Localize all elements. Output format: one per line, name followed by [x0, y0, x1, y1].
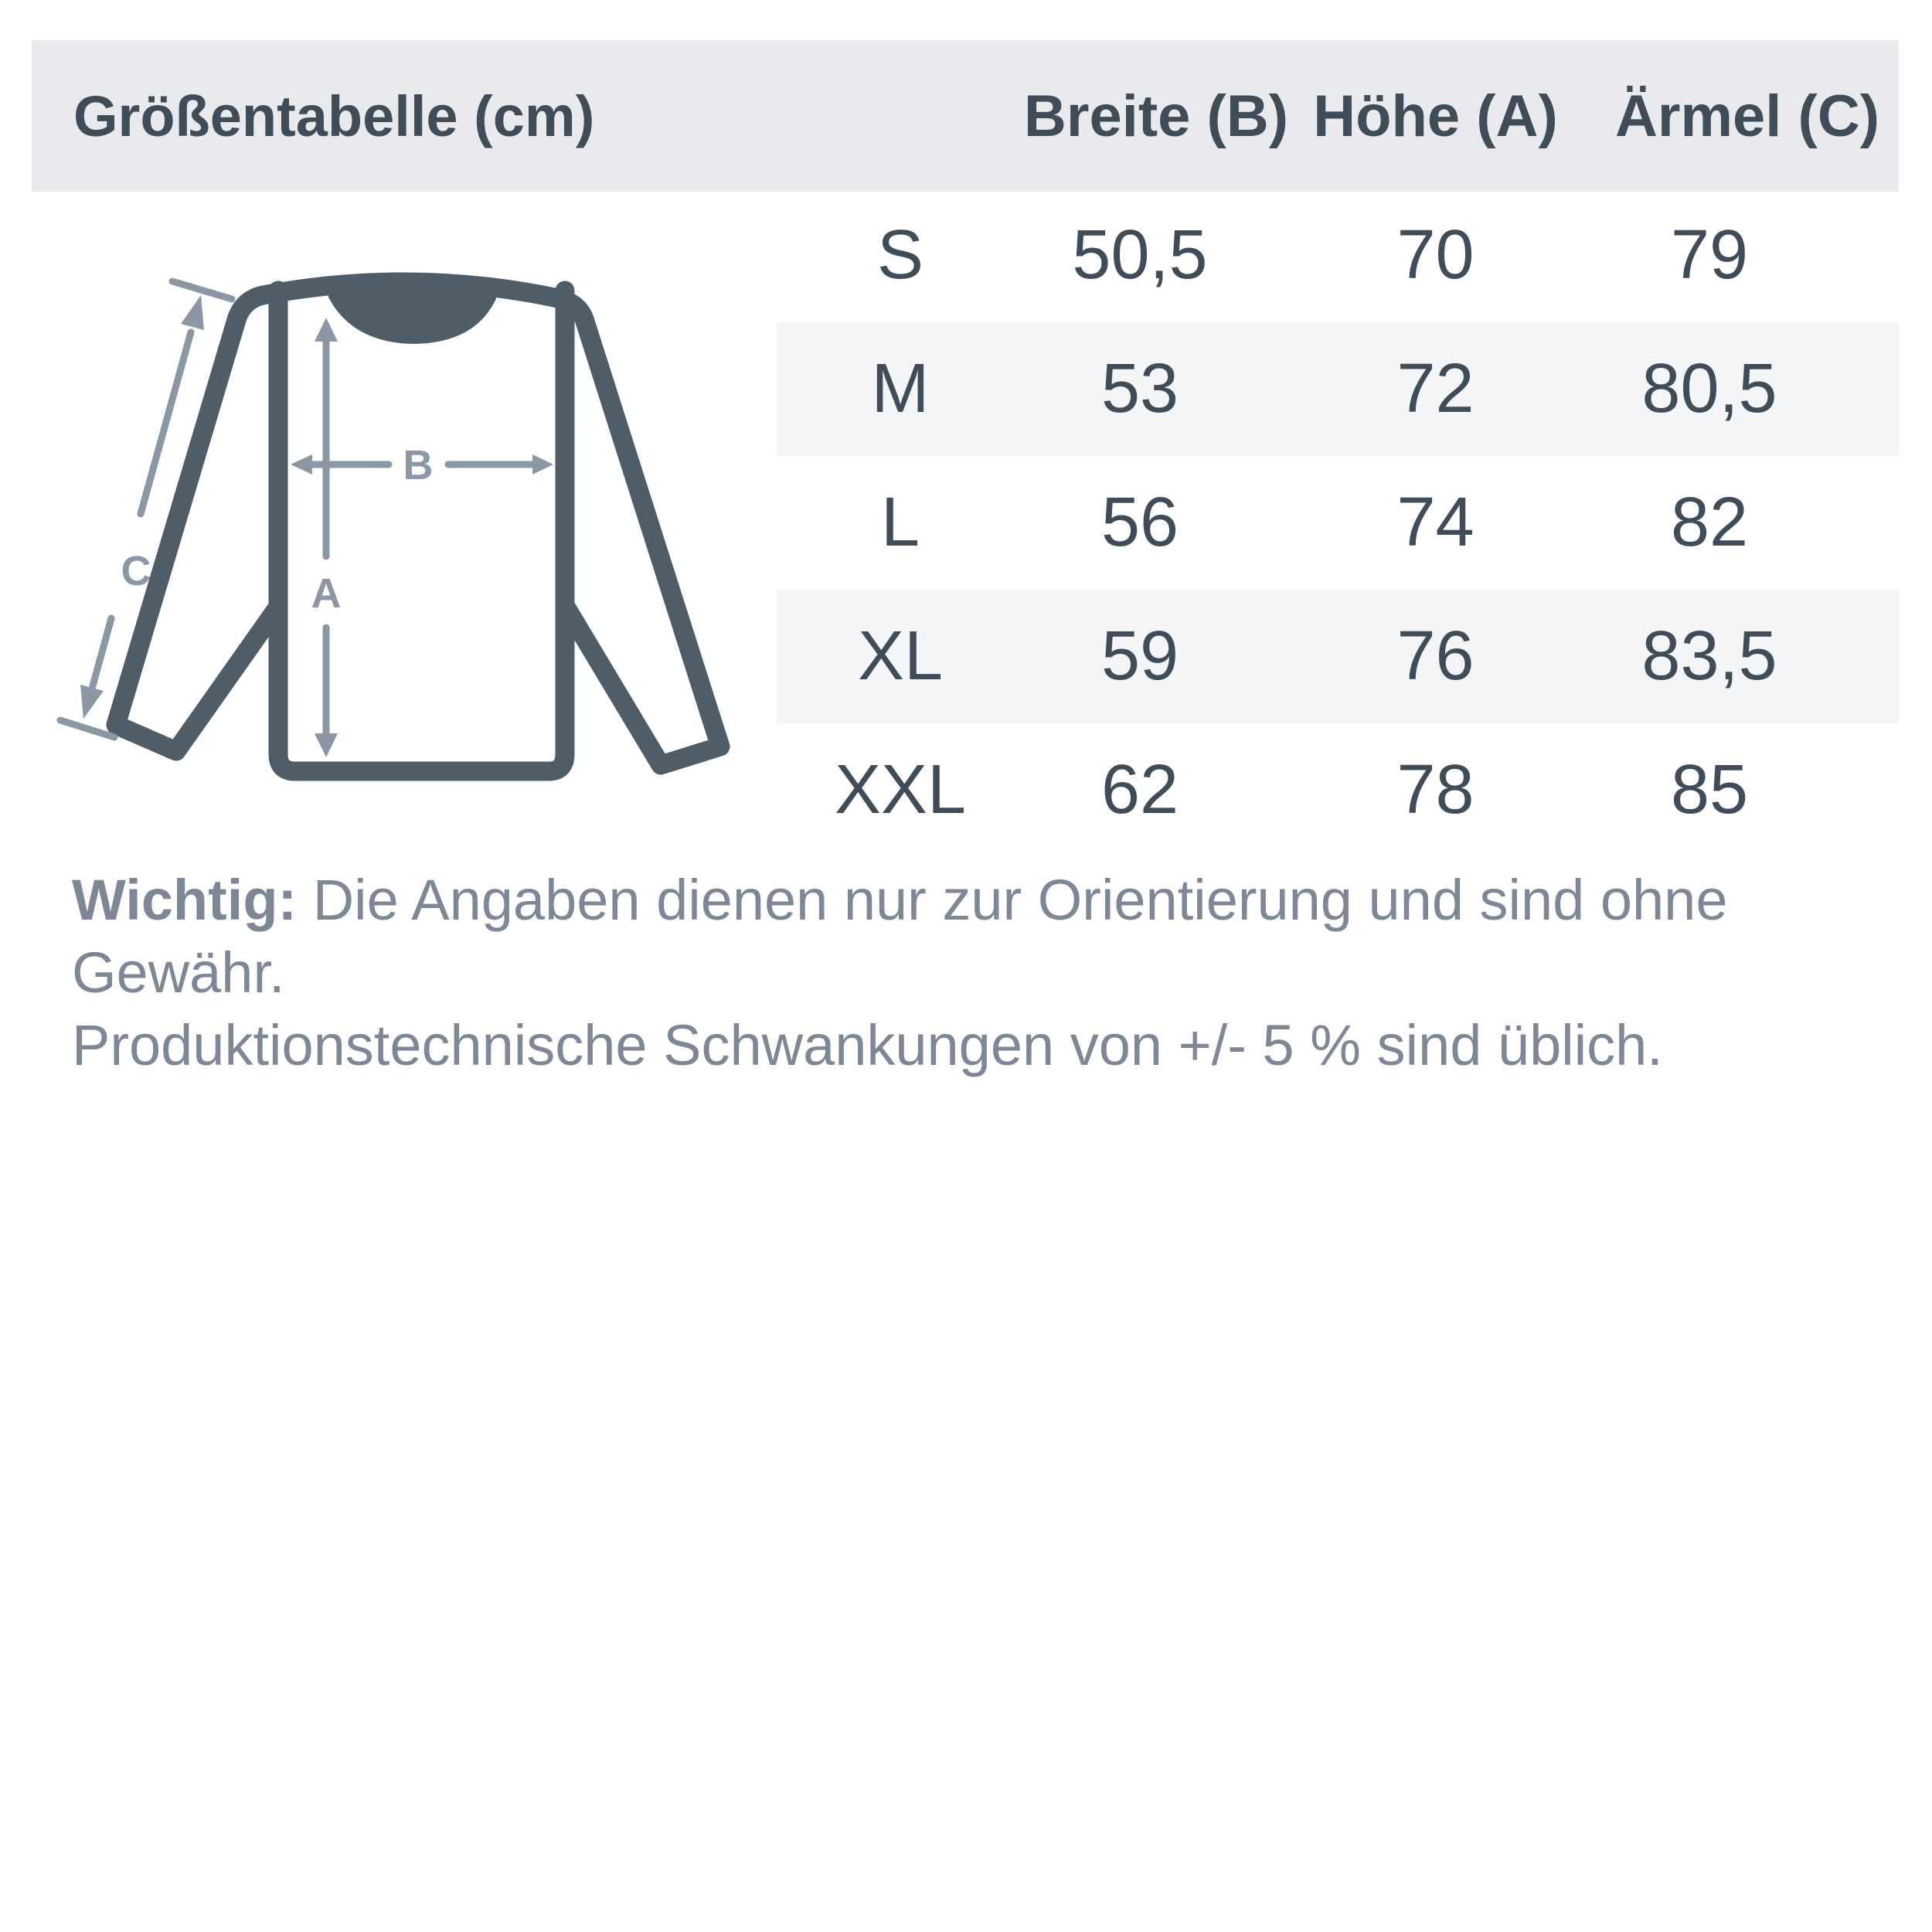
breite-cell: 56 — [1100, 484, 1179, 561]
aermel-cell: 80,5 — [1641, 350, 1777, 427]
aermel-cell: 79 — [1670, 216, 1749, 294]
arrowhead-c-bottom — [80, 685, 104, 719]
aermel-cell: 82 — [1670, 484, 1749, 561]
size-cell: XXL — [834, 751, 967, 828]
breite-cell: 50,5 — [1072, 216, 1208, 294]
disclaimer-prefix: Wichtig: — [72, 868, 298, 932]
arrowhead-b-right — [532, 454, 553, 474]
size-cell: S — [876, 216, 924, 294]
aermel-cell: 85 — [1670, 751, 1749, 828]
arrowhead-a-bottom — [315, 733, 338, 757]
disclaimer-line1 — [72, 864, 1880, 1009]
chart-title: Größentabelle (cm) — [73, 83, 595, 148]
table-row-m — [777, 322, 1899, 456]
garment-outline — [116, 282, 720, 771]
table-row-s — [777, 189, 1899, 322]
size-cell: M — [871, 350, 930, 427]
hoehe-cell: 74 — [1396, 484, 1475, 561]
table-row-xxl — [777, 723, 1899, 857]
collar — [331, 283, 494, 342]
breite-cell: 53 — [1100, 350, 1179, 427]
measure-label-b: B — [403, 442, 434, 488]
table-row-l — [777, 456, 1899, 590]
breite-cell: 62 — [1100, 751, 1179, 828]
hoehe-cell: 72 — [1396, 350, 1475, 427]
sleeve-arrow-c-ticks — [60, 281, 232, 737]
arrowhead-b-left — [291, 454, 312, 474]
arrowhead-c-top — [181, 295, 204, 330]
size-cell: L — [880, 484, 920, 561]
disclaimer-line1-text: Die Angaben dienen nur zur Orientierung und sind ohne Gewähr. — [72, 868, 1728, 1005]
hoehe-cell: 76 — [1396, 617, 1475, 695]
hoehe-cell: 70 — [1396, 216, 1475, 294]
col-header-breite: Breite (B) — [1024, 83, 1289, 149]
col-header-aermel: Ärmel (C) — [1615, 83, 1880, 149]
table-header — [32, 40, 1899, 192]
col-header-hoehe: Höhe (A) — [1313, 83, 1558, 149]
arrowhead-a-top — [315, 318, 338, 342]
disclaimer-line2: Produktionstechnische Schwankungen von +/- 5 % sind üblich. — [72, 1013, 1663, 1077]
breite-cell: 59 — [1100, 617, 1179, 695]
garment-diagram — [46, 255, 757, 811]
measure-label-a: A — [311, 570, 342, 617]
disclaimer-note — [72, 864, 1880, 1082]
size-cell: XL — [857, 617, 944, 695]
hoehe-cell: 78 — [1396, 751, 1475, 828]
table-row-xl — [777, 590, 1899, 723]
aermel-cell: 83,5 — [1641, 617, 1777, 695]
measure-label-c: C — [121, 548, 151, 594]
size-table — [777, 189, 1899, 857]
